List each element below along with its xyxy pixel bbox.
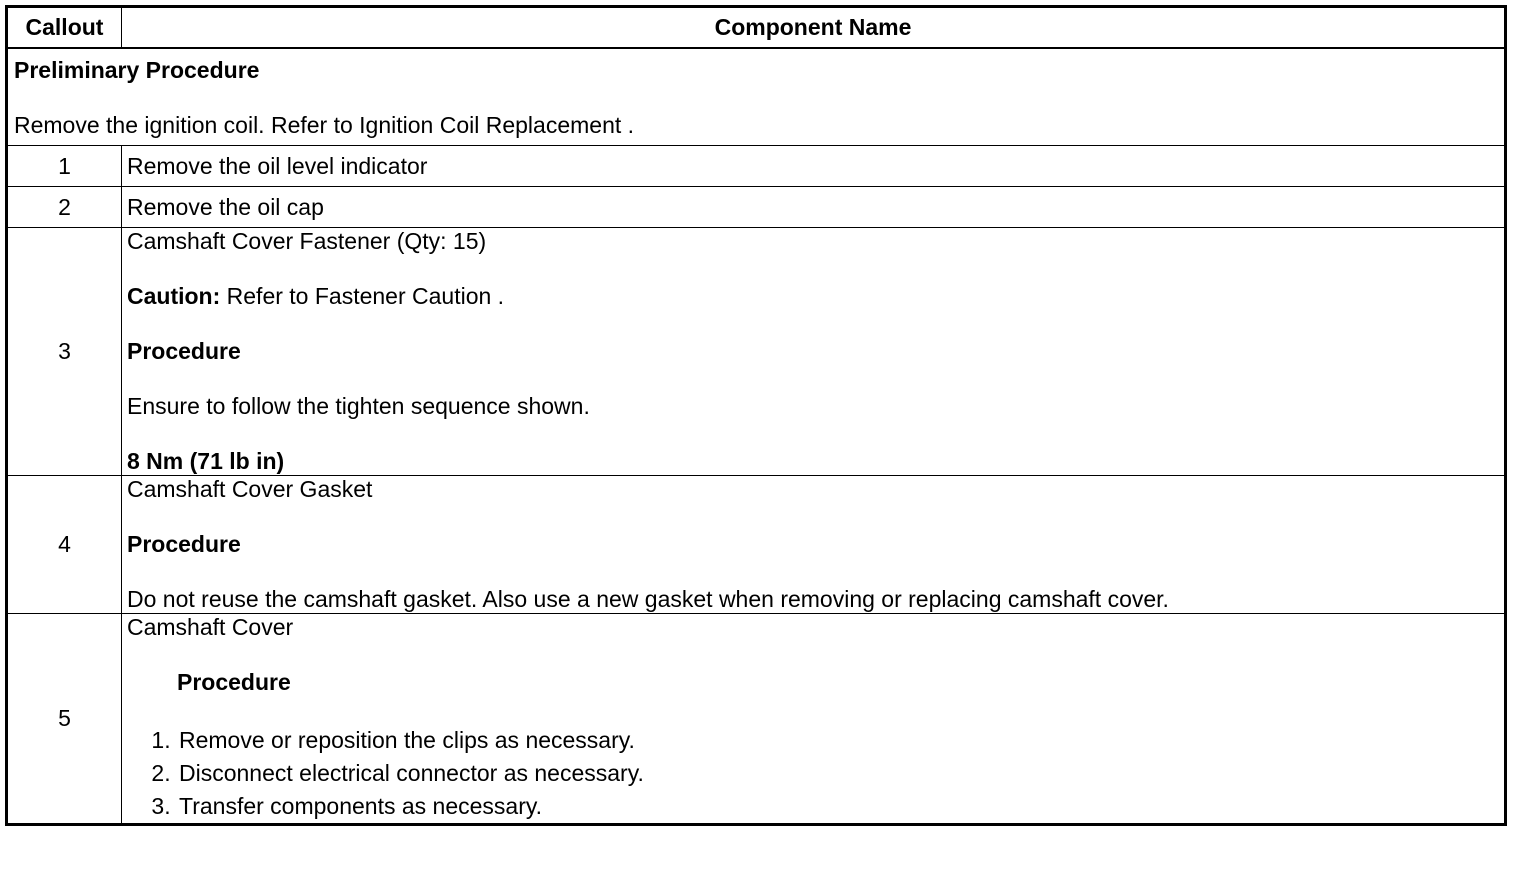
header-callout: Callout bbox=[7, 7, 122, 49]
component-name: Remove the oil level indicator bbox=[122, 146, 1506, 187]
procedure-step: 3. Transfer components as necessary. bbox=[177, 790, 1504, 823]
caution-text: Refer to Fastener Caution . bbox=[220, 283, 505, 309]
procedure-steps bbox=[127, 724, 1504, 823]
procedure-step: 2. Disconnect electrical connector as necessary. bbox=[177, 757, 1504, 790]
callout-number: 4 bbox=[7, 476, 122, 614]
callout-number: 1 bbox=[7, 146, 122, 187]
preliminary-text: Remove the ignition coil. Refer to Ignition Coil Replacement . bbox=[14, 112, 635, 138]
procedure-text: Do not reuse the camshaft gasket. Also use a new gasket when removing or replacing camshaft cover. bbox=[127, 586, 1169, 612]
caution-label: Caution: bbox=[127, 283, 221, 309]
preliminary-title: Preliminary Procedure bbox=[14, 57, 260, 83]
table-row bbox=[7, 228, 1506, 476]
component-name: Camshaft Cover Gasket bbox=[127, 476, 373, 502]
procedure-title: Procedure bbox=[127, 338, 241, 364]
callout-number: 3 bbox=[7, 228, 122, 476]
table-row bbox=[7, 146, 1506, 187]
table-row bbox=[7, 187, 1506, 228]
table-row bbox=[7, 476, 1506, 614]
procedure-step: 1. Remove or reposition the clips as necessary. bbox=[177, 724, 1504, 757]
component-detail bbox=[122, 614, 1506, 825]
preliminary-row bbox=[7, 48, 1506, 146]
component-detail bbox=[122, 228, 1506, 476]
procedure-title: Procedure bbox=[127, 531, 241, 557]
preliminary-cell bbox=[7, 48, 1506, 146]
torque-spec: 8 Nm (71 lb in) bbox=[127, 448, 285, 474]
component-table bbox=[5, 5, 1507, 826]
procedure-title: Procedure bbox=[177, 669, 291, 695]
caution-line bbox=[127, 283, 1504, 310]
component-name: Camshaft Cover Fastener (Qty: 15) bbox=[127, 228, 487, 254]
callout-number: 2 bbox=[7, 187, 122, 228]
component-name: Camshaft Cover bbox=[127, 614, 294, 640]
table-row bbox=[7, 614, 1506, 825]
header-row bbox=[7, 7, 1506, 49]
component-name: Remove the oil cap bbox=[122, 187, 1506, 228]
procedure-text: Ensure to follow the tighten sequence shown. bbox=[127, 393, 590, 419]
component-detail bbox=[122, 476, 1506, 614]
callout-number: 5 bbox=[7, 614, 122, 825]
header-component-name: Component Name bbox=[122, 7, 1506, 49]
